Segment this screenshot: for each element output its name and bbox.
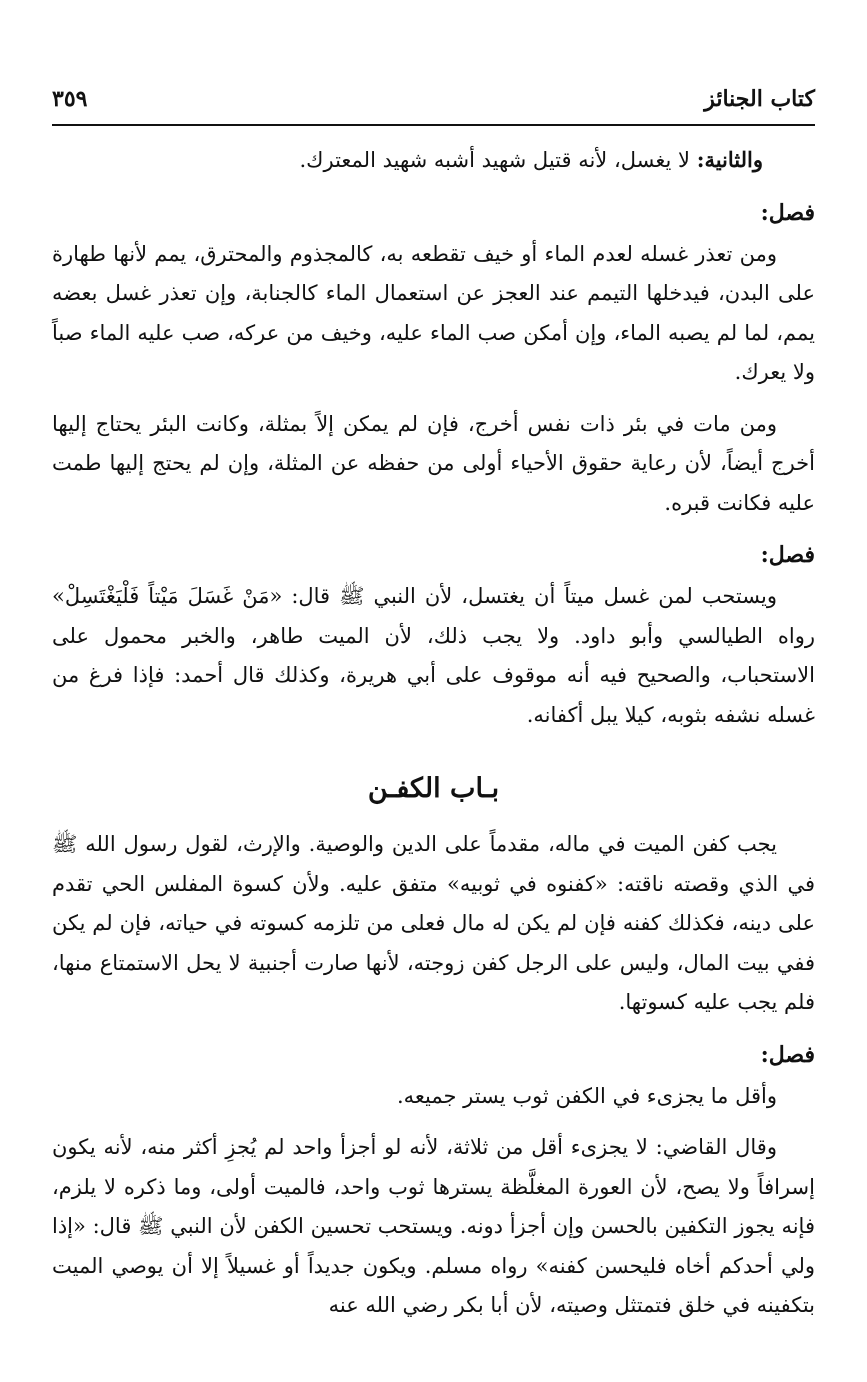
section-heading: فصل: (760, 199, 815, 226)
paragraph (52, 140, 815, 181)
header-rule (52, 124, 815, 126)
paragraph: ويستحب لمن غسل ميتاً أن يغتسل، لأن النبي ﷺ قال: «مَنْ غَسَلَ مَيْتاً فَلْيَغْتَسِلْ» رواه الطيالسي وأبو داود. ولا يجب ذلك، لأن الميت طاهر، والخبر محمول على الاستحباب، والصحيح فيه أنه موقوف على أبي هريرة، وكذلك قال أحمد: فإذا فرغ من غسله نشفه بثوبه، كيلا يبل أكفانه. (52, 584, 815, 727)
paragraph: يجب كفن الميت في ماله، مقدماً على الدين والوصية. والإرث، لقول رسول الله ﷺ في الذي وقصته ناقته: «كفنوه في ثوبيه» متفق عليه. ولأن كسوة المفلس الحي تقدم على دينه، فكذلك كفنه فإن لم يكن له مال فعلى من تلزمه كسوته في حياته، فإن لم يكن ففي بيت المال، وليس على الرجل كفن زوجته، لأنها صارت أجنبية لا يحل الاستمتاع منها، فلم يجب عليه كسوتها. (52, 832, 815, 1014)
paragraph: ومن مات في بئر ذات نفس أخرج، فإن لم يمكن إلاً بمثلة، وكانت البئر يحتاج إليها أخرج أيضاً، لأن رعاية حقوق الأحياء أولى من حفظه عن المثلة، وإن لم يحتج إليها طمت عليه فكانت قبره. (52, 411, 815, 515)
running-header (52, 72, 815, 112)
paragraph: وأقل ما يجزىء في الكفن ثوب يستر جميعه. (396, 1083, 777, 1108)
section-heading: فصل: (760, 542, 815, 568)
section-heading: فصل: (760, 1041, 815, 1068)
main-text (52, 140, 815, 1338)
page-number: ٣٥٩ (52, 86, 88, 112)
running-title: كتاب الجنائز (704, 86, 815, 112)
paragraph: ومن تعذر غسله لعدم الماء أو خيف تقطعه به، كالمجذوم والمحترق، يمم لأنها طهارة على البدن، فيدخلها التيمم عند العجز عن استعمال الماء كالجنابة، وإن تعذر غسل بعضه يمم، لما لم يصبه الماء، وإن أمكن صب الماء عليه، وخيف من عركه، صب عليه الماء صباً ولا يعرك. (52, 241, 815, 384)
paragraph: وقال القاضي: لا يجزىء أقل من ثلاثة، لأنه لو أجزأ واحد لم يُجزِ أكثر منه، لأنه يكون إسرافاً ولا يصح، لأن العورة المغلَّظة يسترها ثوب واحد، فالميت أولى، وما ذكره لا يلزم، فإنه يجوز التكفين بالحسن وإن أجزأ دونه. ويستحب تحسين الكفن لأن النبي ﷺ قال: «إذا ولي أحدكم أخاه فليحسن كفنه» رواه مسلم. ويكون جديداً أو غسيلاً إلا أن يوصي الميت بتكفينه في خلق فتمتثل وصيته، لأن أبا بكر رضي الله عنه (52, 1135, 815, 1317)
paragraph-lead: والثانية: (696, 147, 763, 172)
paragraph-text: لا يغسل، لأنه قتيل شهيد أشبه شهيد المعترك. (299, 148, 697, 172)
chapter-title: بـاب الكفـن (367, 773, 500, 804)
